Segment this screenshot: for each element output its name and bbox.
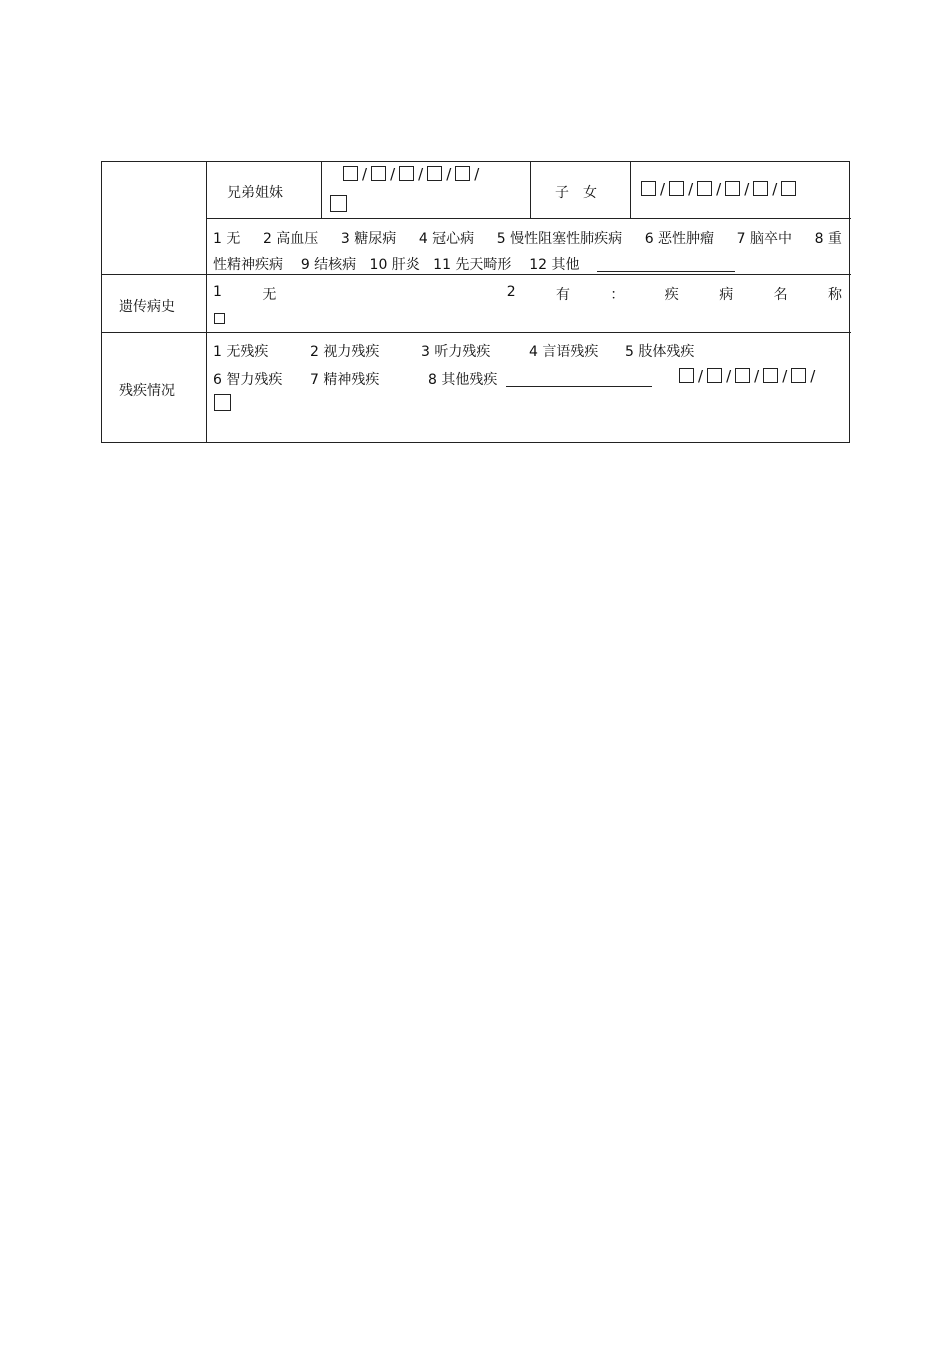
hereditary-name-char: 称	[827, 287, 842, 303]
siblings-checkboxes	[343, 165, 479, 183]
siblings-checkbox-1[interactable]	[343, 166, 358, 181]
disease-option: 9 结核病	[300, 257, 357, 273]
disability-options-line1	[213, 341, 694, 361]
column-divider-label	[206, 162, 207, 442]
disease-options-line1	[213, 228, 842, 248]
separator: /	[446, 165, 452, 183]
disability-checkbox-row2	[214, 394, 231, 413]
separator: /	[810, 367, 816, 385]
siblings-checkbox-2[interactable]	[371, 166, 386, 181]
children-checkbox-3[interactable]	[697, 181, 712, 196]
hereditary-name-char: 疾	[664, 287, 679, 303]
separator: /	[726, 367, 732, 385]
hereditary-colon: ：	[610, 287, 625, 303]
disability-checkbox-2[interactable]	[707, 368, 722, 383]
children-checkbox-5[interactable]	[753, 181, 768, 196]
disease-option: 10 肝炎	[369, 257, 420, 273]
disability-options-line2	[213, 369, 652, 389]
separator: /	[698, 367, 704, 385]
separator: /	[418, 165, 424, 183]
disease-option: 2 高血压	[262, 231, 319, 247]
children-checkbox-2[interactable]	[669, 181, 684, 196]
disease-option: 12 其他	[529, 257, 580, 273]
disease-option: 性精神疾病	[213, 257, 283, 273]
disability-checkbox-6[interactable]	[214, 394, 231, 411]
separator: /	[782, 367, 788, 385]
disability-checkbox-4[interactable]	[763, 368, 778, 383]
hereditary-checkbox[interactable]	[214, 313, 225, 324]
column-divider-children-label	[530, 162, 531, 218]
children-checkbox-1[interactable]	[641, 181, 656, 196]
disability-option: 2 视力残疾	[310, 344, 380, 360]
disability-option: 7 精神残疾	[310, 372, 380, 388]
separator: /	[772, 180, 778, 198]
siblings-checkbox-6[interactable]	[330, 195, 347, 212]
other-disability-blank[interactable]	[506, 372, 652, 387]
row-divider-1	[206, 218, 851, 219]
separator: /	[754, 367, 760, 385]
children-checkboxes	[641, 180, 796, 198]
disability-checkbox-5[interactable]	[791, 368, 806, 383]
hereditary-option-1: 1	[213, 284, 222, 300]
family-history-form	[101, 161, 850, 443]
hereditary-label: 遗传病史	[119, 299, 175, 315]
disability-label: 残疾情况	[119, 383, 175, 399]
separator: /	[362, 165, 368, 183]
disability-option: 6 智力残疾	[213, 372, 283, 388]
separator: /	[744, 180, 750, 198]
disability-checkboxes	[679, 367, 815, 385]
disease-option: 5 慢性阻塞性肺疾病	[496, 231, 623, 247]
hereditary-checkbox-wrap	[214, 311, 225, 327]
hereditary-option-2: 2	[506, 284, 516, 300]
disability-option: 3 听力残疾	[421, 344, 491, 360]
separator: /	[390, 165, 396, 183]
separator: /	[688, 180, 694, 198]
disease-options-line2	[213, 254, 735, 274]
siblings-checkbox-4[interactable]	[427, 166, 442, 181]
siblings-label: 兄弟姐妹	[227, 185, 283, 201]
disability-option: 5 肢体残疾	[625, 344, 695, 360]
children-checkbox-6[interactable]	[781, 181, 796, 196]
children-checkbox-4[interactable]	[725, 181, 740, 196]
column-divider-siblings	[321, 162, 322, 218]
siblings-checkbox-3[interactable]	[399, 166, 414, 181]
row-divider-3	[102, 332, 851, 333]
children-label: 子 女	[555, 185, 597, 201]
siblings-checkbox-5[interactable]	[455, 166, 470, 181]
disease-option: 4 冠心病	[418, 231, 475, 247]
disability-option: 1 无残疾	[213, 344, 269, 360]
other-disease-blank[interactable]	[597, 257, 735, 272]
separator: /	[660, 180, 666, 198]
disease-option: 6 恶性肿瘤	[644, 231, 715, 247]
disability-option: 4 言语残疾	[529, 344, 599, 360]
disease-option: 11 先天畸形	[433, 257, 512, 273]
siblings-checkbox-row2	[330, 195, 347, 214]
disease-option: 3 糖尿病	[340, 231, 397, 247]
hereditary-option-2-label: 有	[556, 287, 571, 303]
disability-checkbox-1[interactable]	[679, 368, 694, 383]
disease-option: 8 重	[814, 231, 842, 247]
hereditary-name-char: 病	[719, 287, 734, 303]
disease-option: 7 脑卒中	[736, 231, 792, 247]
separator: /	[474, 165, 480, 183]
row-divider-2	[102, 274, 851, 275]
disease-option: 1 无	[213, 231, 241, 247]
hereditary-option-1-label: 无	[262, 287, 277, 303]
column-divider-children	[630, 162, 631, 218]
separator: /	[716, 180, 722, 198]
disability-option: 8 其他残疾	[428, 372, 498, 388]
disability-checkbox-3[interactable]	[735, 368, 750, 383]
hereditary-name-char: 名	[773, 287, 788, 303]
hereditary-options	[213, 284, 842, 304]
